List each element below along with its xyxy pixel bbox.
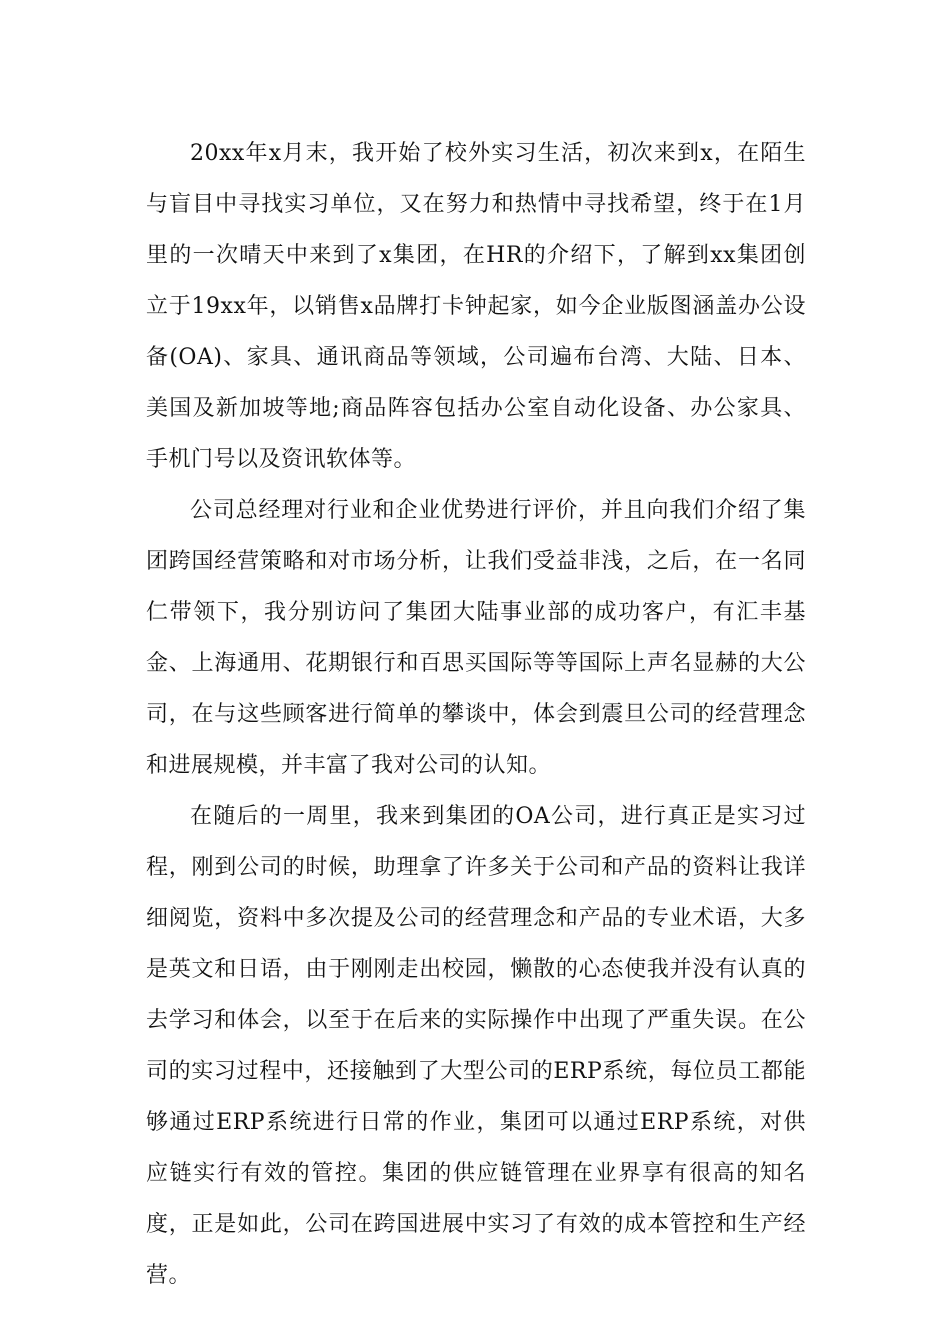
- document-body: [146, 128, 806, 1301]
- paragraph-internship-start: 20xx年x月末，我开始了校外实习生活，初次来到x，在陌生与盲目中寻找实习单位，又在努力和热情中寻找希望，终于在1月里的一次晴天中来到了x集团，在HR的介绍下，了解到xx集团创立于19xx年，以销售x品牌打卡钟起家，如今企业版图涵盖办公设备(OA)、家具、通讯商品等领域，公司遍布台湾、大陆、日本、美国及新加坡等地;商品阵容包括办公室自动化设备、办公家具、手机门号以及资讯软体等。: [146, 141, 806, 472]
- paragraph-company-visit: 公司总经理对行业和企业优势进行评价，并且向我们介绍了集团跨国经营策略和对市场分析，让我们受益非浅，之后，在一名同仁带领下，我分别访问了集团大陆事业部的成功客户，有汇丰基金、上海通用、花期银行和百思买国际等等国际上声名显赫的大公司，在与这些顾客进行简单的攀谈中，体会到震旦公司的经营理念和进展规模，并丰富了我对公司的认知。: [146, 498, 806, 778]
- paragraph-oa-internship: 在随后的一周里，我来到集团的OA公司，进行真正是实习过程，刚到公司的时候，助理拿了许多关于公司和产品的资料让我详细阅览，资料中多次提及公司的经营理念和产品的专业术语，大多是英文和日语，由于刚刚走出校园，懒散的心态使我并没有认真的去学习和体会，以至于在后来的实际操作中出现了严重失误。在公司的实习过程中，还接触到了大型公司的ERP系统，每位员工都能够通过ERP系统进行日常的作业，集团可以通过ERP系统，对供应链实行有效的管控。集团的供应链管理在业界享有很高的知名度，正是如此，公司在跨国进展中实习了有效的成本管控和生产经营。: [146, 804, 806, 1288]
